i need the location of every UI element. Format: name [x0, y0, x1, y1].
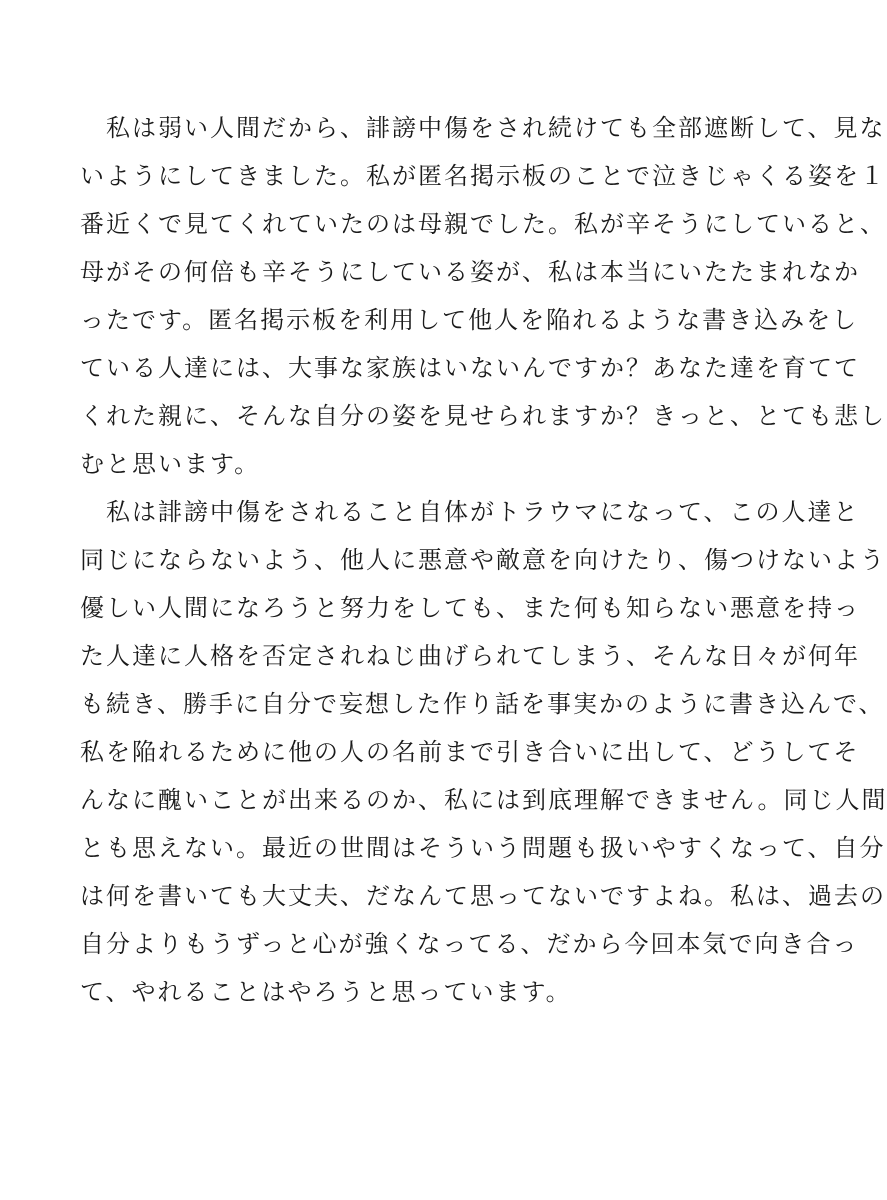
text-line: いようにしてきました。私が匿名掲示板のことで泣きじゃくる姿を１ — [80, 162, 886, 190]
text-line: とも思えない。最近の世間はそういう問題も扱いやすくなって、自分 — [80, 834, 886, 862]
text-line: ったです。匿名掲示板を利用して他人を陥れるような書き込みをし — [80, 306, 859, 334]
text-line: くれた親に、そんな自分の姿を見せられますか？きっと、とても悲し — [80, 402, 886, 430]
text-line: て、やれることはやろうと思っています。 — [80, 978, 572, 1006]
text-line: 私を陥れるために他の人の名前まで引き合いに出して、どうしてそ — [80, 738, 860, 766]
text-line: 番近くで見てくれていたのは母親でした。私が辛そうにしていると、 — [80, 210, 886, 238]
paragraph-1 — [80, 104, 886, 488]
text-line: た人達に人格を否定されねじ曲げられてしまう、そんな日々が何年 — [80, 642, 860, 670]
text-line: も続き、勝手に自分で妄想した作り話を事実かのように書き込んで、 — [80, 690, 885, 718]
statement-text — [80, 104, 887, 1016]
text-line: むと思います。 — [80, 450, 261, 478]
text-line: んなに醜いことが出来るのか、私には到底理解できません。同じ人間 — [80, 786, 887, 814]
text-line: 母がその何倍も辛そうにしている姿が、私は本当にいたたまれなか — [80, 258, 860, 286]
text-line: は何を書いても大丈夫、だなんて思ってないですよね。私は、過去の — [80, 882, 886, 910]
text-line: 私は弱い人間だから、誹謗中傷をされ続けても全部遮断して、見な — [80, 114, 886, 142]
text-line: ている人達には、大事な家族はいないんですか？あなた達を育てて — [80, 354, 860, 382]
text-line: 優しい人間になろうと努力をしても、また何も知らない悪意を持っ — [80, 594, 860, 622]
text-line: 私は誹謗中傷をされること自体がトラウマになって、この人達と — [80, 498, 860, 526]
paragraph-2 — [80, 488, 887, 1016]
text-line: 同じにならないよう、他人に悪意や敵意を向けたり、傷つけないよう — [80, 546, 886, 574]
text-line: 自分よりもうずっと心が強くなってる、だから今回本気で向き合っ — [80, 930, 859, 958]
